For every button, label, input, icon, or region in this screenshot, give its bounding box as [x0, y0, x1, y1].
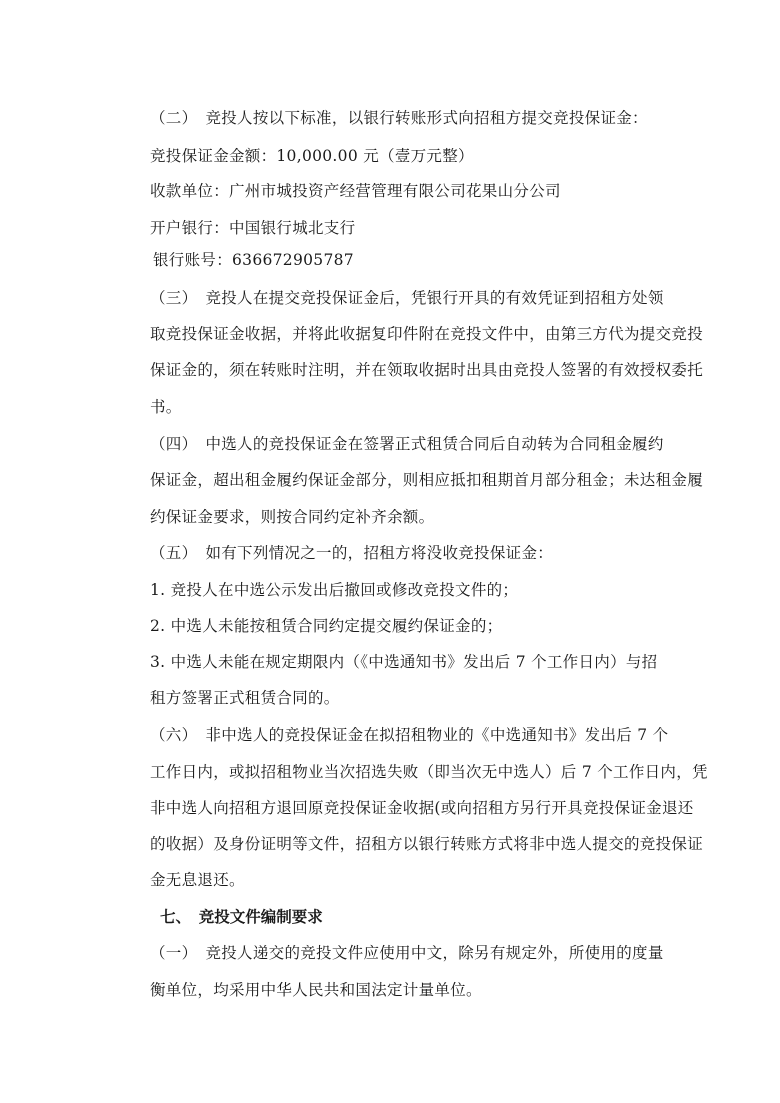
section-5-intro: （五） 如有下列情况之一的，招租方将没收竞投保证金：: [150, 544, 554, 562]
section-3-line-4: 书。: [150, 398, 182, 416]
section-3-line-2: 取竞投保证金收据，并将此收据复印件附在竞投文件中，由第三方代为提交竞投: [150, 325, 704, 343]
section-5-item-3-cont: 租方签署正式租赁合同的。: [150, 689, 340, 707]
section-6-line-1: （六） 非中选人的竞投保证金在拟招租物业的《中选通知书》发出后 7 个: [150, 726, 669, 744]
section-4-line-3: 约保证金要求，则按合同约定补齐余额。: [150, 508, 435, 526]
section-6-line-3: 非中选人向招租方退回原竞投保证金收据(或向招租方另行开具竞投保证金退还: [150, 799, 694, 817]
section-4-line-1: （四） 中选人的竞投保证金在签署正式租赁合同后自动转为合同租金履约: [150, 435, 664, 453]
bank-name: 开户银行：中国银行城北支行: [150, 219, 356, 237]
section-5-item-1: 1. 竞投人在中选公示发出后撤回或修改竞投文件的；: [150, 581, 519, 599]
section-2-intro: （二） 竞投人按以下标准，以银行转账形式向招租方提交竞投保证金：: [150, 109, 648, 127]
section-6-line-4: 的收据）及身份证明等文件，招租方以银行转账方式将非中选人提交的竞投保证: [150, 835, 704, 853]
section-5-item-2: 2. 中选人未能按租赁合同约定提交履约保证金的；: [150, 617, 503, 635]
section-7-1-line-2: 衡单位，均采用中华人民共和国法定计量单位。: [150, 981, 482, 999]
bank-account: 银行账号：636672905787: [153, 251, 354, 269]
section-6-line-2: 工作日内，或拟招租物业当次招选失败（即当次无中选人）后 7 个工作日内，凭: [150, 763, 708, 781]
section-6-line-5: 金无息退还。: [150, 871, 245, 889]
section-3-line-1: （三） 竞投人在提交竞投保证金后，凭银行开具的有效凭证到招租方处领: [150, 289, 664, 307]
payee-unit: 收款单位：广州市城投资产经营管理有限公司花果山分公司: [150, 182, 561, 200]
section-7-heading: 七、 竞投文件编制要求: [160, 908, 323, 926]
section-7-1-line-1: （一） 竞投人递交的竞投文件应使用中文，除另有规定外，所使用的度量: [150, 944, 664, 962]
section-4-line-2: 保证金，超出租金履约保证金部分，则相应抵扣租期首月部分租金；未达租金履: [150, 471, 704, 489]
deposit-amount: 竞投保证金金额：10,000.00 元（壹万元整）: [150, 147, 474, 165]
section-3-line-3: 保证金的，须在转账时注明，并在领取收据时出具由竞投人签署的有效授权委托: [150, 361, 704, 379]
section-5-item-3: 3. 中选人未能在规定期限内（《中选通知书》发出后 7 个工作日内）与招: [150, 653, 658, 671]
